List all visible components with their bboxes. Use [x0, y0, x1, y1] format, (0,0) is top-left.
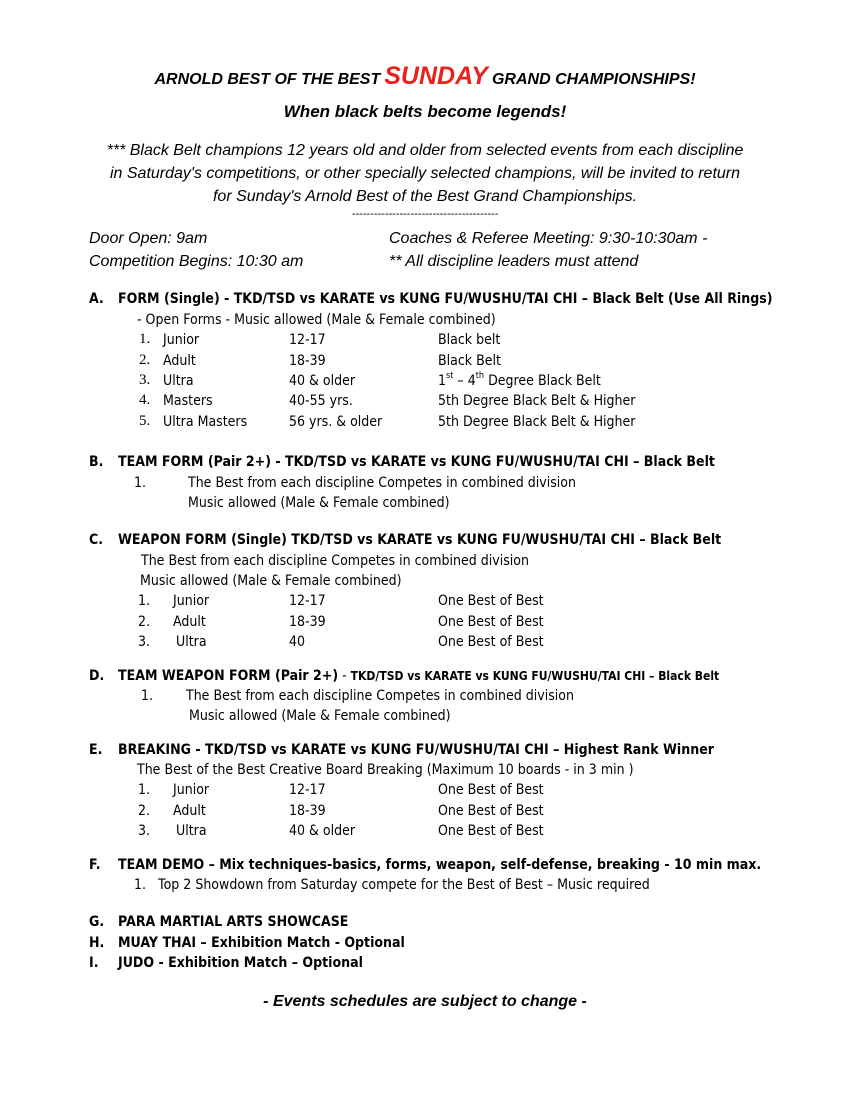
section-title: PARA MARTIAL ARTS SHOWCASE — [118, 914, 349, 930]
section-title: WEAPON FORM (Single) TKD/TSD vs KARATE vs KUNG FU/WUSHU/TAI CHI – Black Belt — [118, 532, 722, 548]
competition-begins: Competition Begins: 10:30 am — [89, 253, 304, 270]
row-num: 3. — [138, 634, 151, 650]
row-age: 18-39 — [289, 614, 326, 630]
row-age: 12-17 — [289, 332, 326, 348]
row-num: 3. — [139, 372, 151, 388]
section-letter: D. — [89, 668, 105, 684]
section-title: TEAM DEMO – Mix techniques-basics, forms, weapon, self-defense, breaking - 10 min max. — [118, 857, 762, 873]
title-left: ARNOLD BEST OF THE BEST — [154, 71, 381, 88]
row-rank: One Best of Best — [438, 823, 544, 839]
section-line: The Best from each discipline Competes in combined division — [141, 553, 529, 569]
coaches-meeting: Coaches & Referee Meeting: 9:30-10:30am - — [389, 230, 708, 247]
row-num: 1. — [139, 331, 151, 347]
footer-note: - Events schedules are subject to change - — [263, 993, 587, 1010]
section-letter: F. — [89, 857, 101, 873]
section-letter: C. — [89, 532, 104, 548]
row-division: Junior — [173, 782, 210, 798]
row-num: 2. — [138, 614, 151, 630]
row-rank: One Best of Best — [438, 634, 544, 650]
section-letter: E. — [89, 742, 103, 758]
section-letter: A. — [89, 291, 104, 307]
leaders-note: ** All discipline leaders must attend — [389, 253, 639, 270]
row-age: 40-55 yrs. — [289, 393, 353, 409]
section-title: BREAKING - TKD/TSD vs KARATE vs KUNG FU/WUSHU/TAI CHI – Highest Rank Winner — [118, 742, 714, 758]
row-rank: 1st – 4th Degree Black Belt — [438, 371, 601, 389]
row-division: Masters — [163, 393, 213, 409]
row-num: 1. — [134, 475, 147, 491]
subtitle: When black belts become legends! — [283, 102, 567, 121]
row-division: Adult — [173, 803, 206, 819]
section-line: Music allowed (Male & Female combined) — [140, 573, 402, 589]
row-division: Junior — [163, 332, 200, 348]
intro-line-1: *** Black Belt champions 12 years old and older from selected events from each discipline — [106, 142, 744, 159]
row-age: 56 yrs. & older — [289, 414, 383, 430]
row-num: 2. — [139, 352, 151, 368]
row-num: 1. — [138, 593, 151, 609]
section-line: Music allowed (Male & Female combined) — [189, 708, 451, 724]
row-rank: Black belt — [438, 332, 501, 348]
row-rank: Black Belt — [438, 353, 501, 369]
row-division: Ultra Masters — [163, 414, 248, 430]
section-letter: B. — [89, 454, 104, 470]
title-highlight: SUNDAY — [384, 62, 488, 90]
row-division: Ultra — [176, 823, 207, 839]
section-letter: G. — [89, 914, 105, 930]
row-num: 1. — [141, 688, 154, 704]
section-line: The Best from each discipline Competes in combined division — [188, 475, 576, 491]
row-age: 12-17 — [289, 593, 326, 609]
row-num: 1. — [138, 782, 151, 798]
door-open: Door Open: 9am — [89, 230, 208, 247]
row-rank: One Best of Best — [438, 593, 544, 609]
section-note: The Best of the Best Creative Board Breaking (Maximum 10 boards - in 3 min ) — [137, 762, 634, 778]
section-line: 1. Top 2 Showdown from Saturday compete for the Best of Best – Music required — [134, 877, 650, 893]
row-rank: One Best of Best — [438, 782, 544, 798]
row-age: 18-39 — [289, 803, 326, 819]
row-num: 2. — [138, 803, 151, 819]
row-rank: One Best of Best — [438, 803, 544, 819]
section-title: MUAY THAI – Exhibition Match - Optional — [118, 935, 405, 951]
row-age: 18-39 — [289, 353, 326, 369]
row-age: 40 & older — [289, 373, 356, 389]
row-division: Junior — [173, 593, 210, 609]
row-rank: 5th Degree Black Belt & Higher — [438, 414, 636, 430]
row-age: 40 — [289, 634, 306, 650]
page-title — [0, 62, 850, 91]
intro-line-3: for Sunday's Arnold Best of the Best Grand Championships. — [212, 188, 638, 205]
row-num: 5. — [139, 413, 151, 429]
section-letter: I. — [89, 955, 99, 971]
row-num: 3. — [138, 823, 151, 839]
row-division: Ultra — [176, 634, 207, 650]
title-right: GRAND CHAMPIONSHIPS! — [491, 71, 696, 88]
row-rank: 5th Degree Black Belt & Higher — [438, 393, 636, 409]
section-title: TEAM WEAPON FORM (Pair 2+) - TKD/TSD vs KARATE vs KUNG FU/WUSHU/TAI CHI – Black Belt — [118, 668, 720, 684]
section-title: TEAM FORM (Pair 2+) - TKD/TSD vs KARATE vs KUNG FU/WUSHU/TAI CHI – Black Belt — [118, 454, 715, 470]
row-division: Ultra — [163, 373, 194, 389]
section-line: Music allowed (Male & Female combined) — [188, 495, 450, 511]
intro-line-2: in Saturday's competitions, or other specially selected champions, will be invited to return — [109, 165, 741, 182]
row-division: Adult — [173, 614, 206, 630]
section-title: JUDO - Exhibition Match – Optional — [118, 955, 363, 971]
section-letter: H. — [89, 935, 105, 951]
row-age: 40 & older — [289, 823, 356, 839]
row-division: Adult — [163, 353, 196, 369]
row-age: 12-17 — [289, 782, 326, 798]
row-rank: One Best of Best — [438, 614, 544, 630]
divider: ---------------------------------------- — [351, 208, 499, 220]
row-num: 4. — [139, 392, 151, 408]
section-title: FORM (Single) - TKD/TSD vs KARATE vs KUNG FU/WUSHU/TAI CHI – Black Belt (Use All Rings) — [118, 291, 773, 307]
section-note: - Open Forms - Music allowed (Male & Female combined) — [137, 312, 496, 328]
section-line: The Best from each discipline Competes in combined division — [186, 688, 574, 704]
